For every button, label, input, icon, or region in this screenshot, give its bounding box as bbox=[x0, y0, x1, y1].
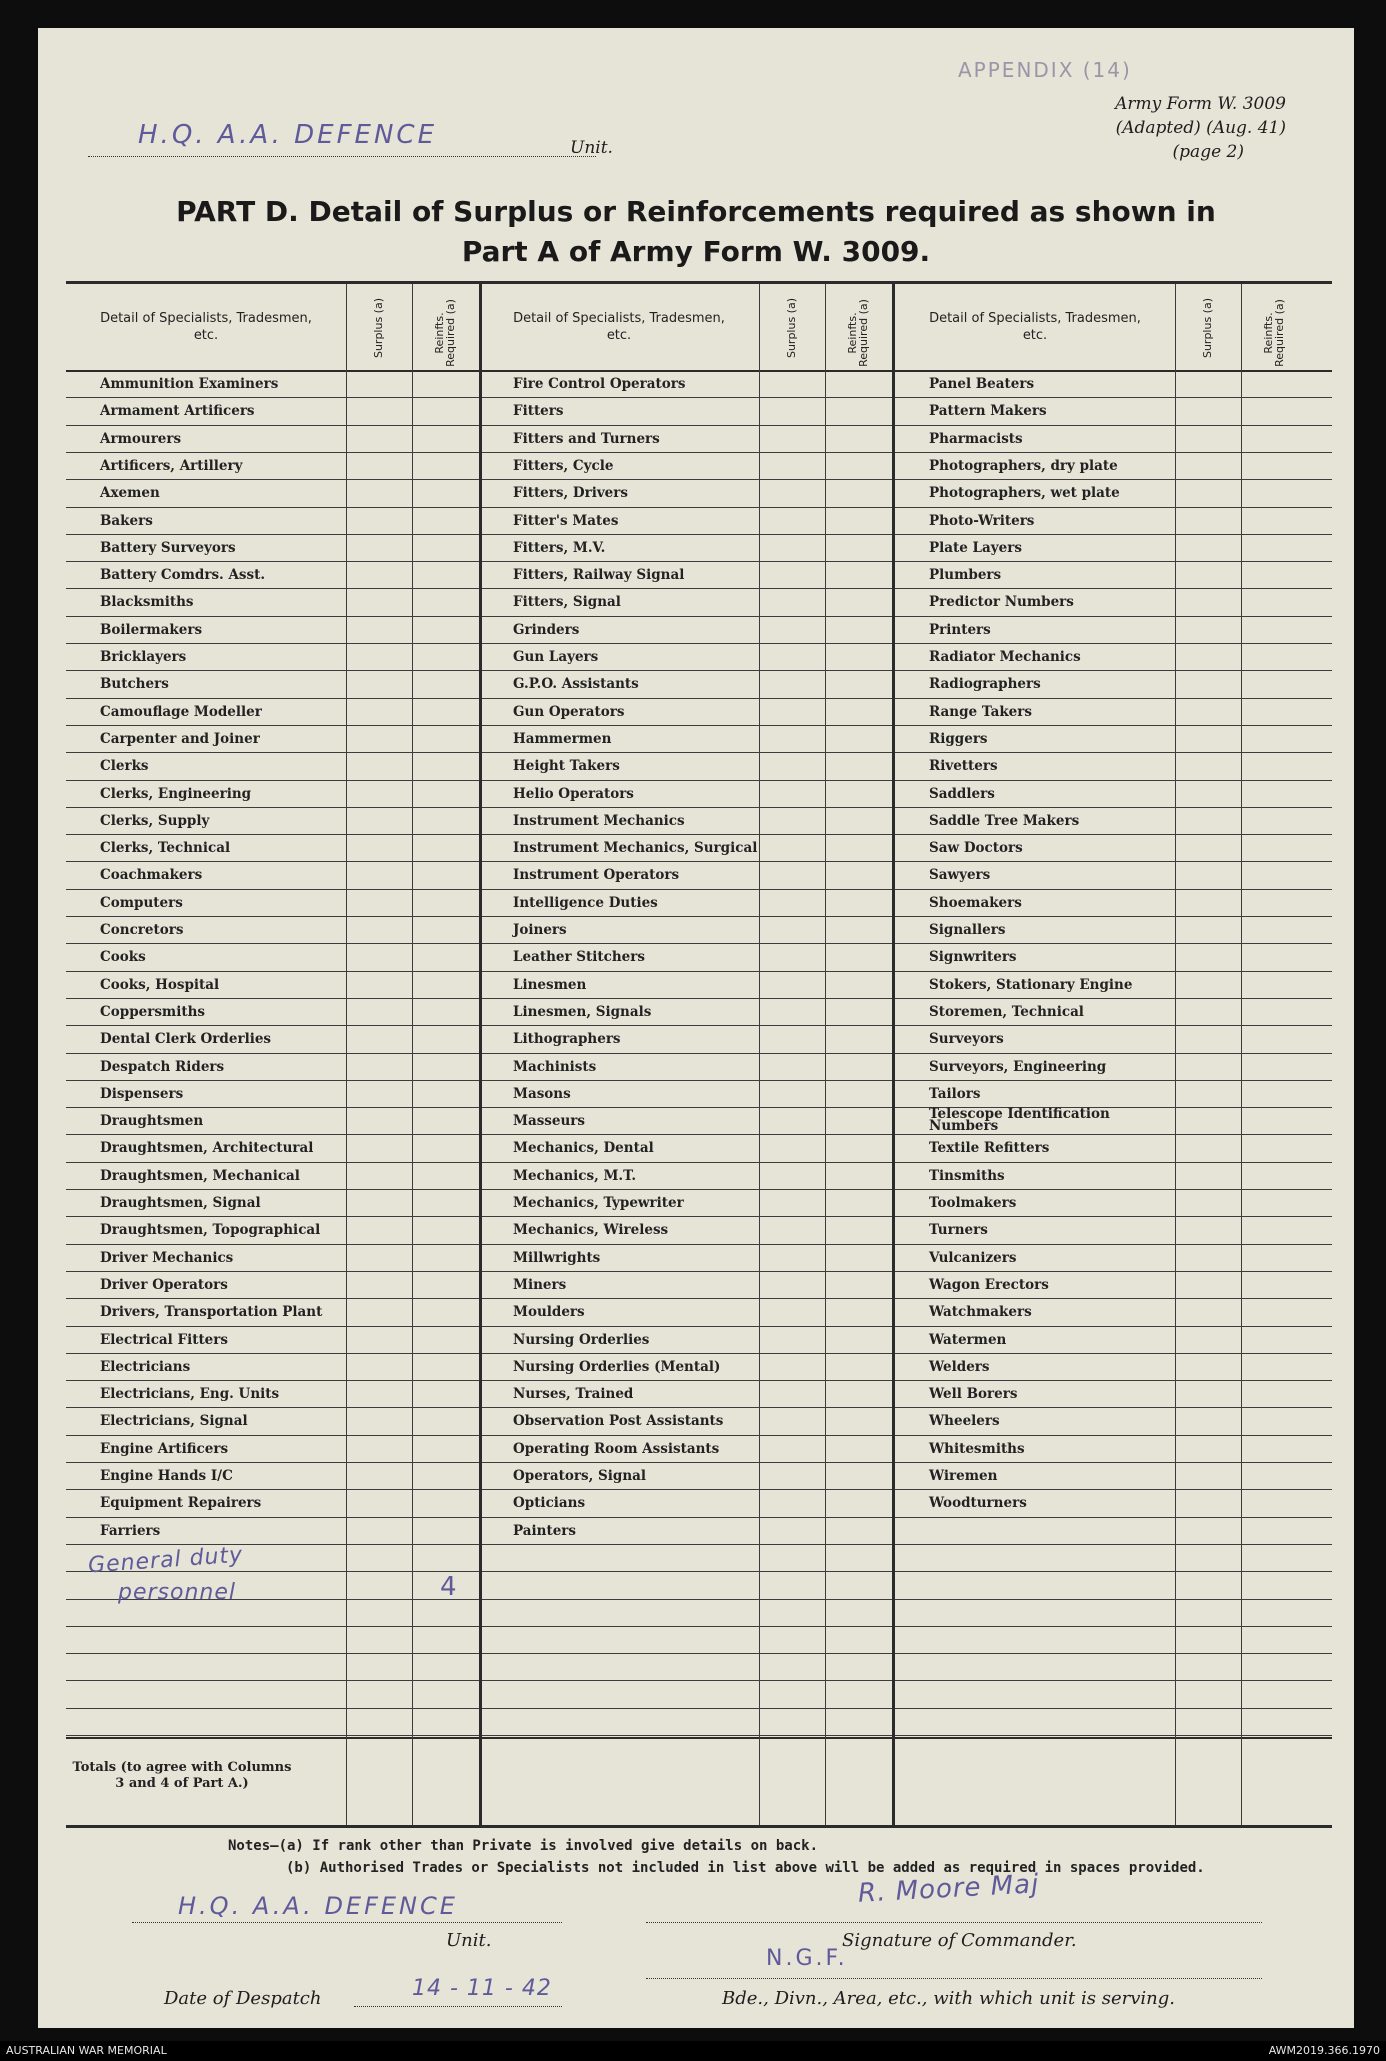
trade-name: Radiator Mechanics bbox=[929, 649, 1081, 665]
trade-name: Linesmen, Signals bbox=[513, 1003, 652, 1020]
trade-name: Toolmakers bbox=[929, 1195, 1017, 1211]
trade-name: Electrical Fitters bbox=[100, 1331, 228, 1348]
reinfts-header: Reinfts. Required (a) bbox=[846, 299, 870, 367]
trade-name: Wiremen bbox=[929, 1468, 998, 1484]
unit-label-top: Unit. bbox=[570, 138, 613, 158]
row-rule bbox=[66, 397, 1332, 398]
trade-name: Fitters, Drivers bbox=[513, 485, 628, 502]
trade-name: Blacksmiths bbox=[100, 594, 194, 611]
unit-handwritten-top: H.Q. A.A. DEFENCE bbox=[138, 120, 438, 150]
trade-name: Woodturners bbox=[929, 1495, 1027, 1512]
handwritten-reinfts-value: 4 bbox=[440, 1572, 460, 1602]
trade-name: Coachmakers bbox=[100, 867, 203, 884]
trade-name: Textile Refitters bbox=[929, 1140, 1050, 1157]
row-rule bbox=[66, 1353, 1332, 1354]
row-rule bbox=[66, 479, 1332, 480]
row-rule bbox=[66, 807, 1332, 808]
trade-name: Millwrights bbox=[513, 1249, 601, 1266]
trade-name: Gun Operators bbox=[513, 703, 625, 720]
trade-name: Draughtsmen, Signal bbox=[100, 1195, 261, 1211]
trade-name: Lithographers bbox=[513, 1031, 621, 1048]
bde-label: Bde., Divn., Area, etc., with which unit is serving. bbox=[722, 1988, 1175, 2009]
column-rule bbox=[1241, 284, 1242, 1825]
trade-name: Bakers bbox=[100, 512, 153, 529]
trade-name: Fitters bbox=[513, 403, 564, 420]
trade-name: Instrument Mechanics bbox=[513, 812, 685, 829]
surplus-header: Surplus (a) bbox=[1201, 297, 1214, 359]
trade-name: Operating Room Assistants bbox=[513, 1440, 720, 1457]
bde-dotted-line bbox=[646, 1978, 1262, 1979]
trade-name: Nurses, Trained bbox=[513, 1386, 634, 1403]
trade-name: Fitter's Mates bbox=[513, 512, 619, 529]
row-rule bbox=[66, 1380, 1332, 1381]
trade-name: Mechanics, Dental bbox=[513, 1140, 654, 1157]
bde-handwritten: N.G.F. bbox=[766, 1946, 848, 1971]
trade-name: Height Takers bbox=[513, 758, 620, 775]
trade-name: Engine Hands I/C bbox=[100, 1468, 233, 1484]
trades-table bbox=[66, 281, 1332, 1828]
trade-name: Pharmacists bbox=[929, 430, 1023, 447]
trade-name: Clerks, Engineering bbox=[100, 785, 252, 802]
row-rule bbox=[66, 1544, 1332, 1545]
trade-name: Surveyors bbox=[929, 1031, 1004, 1048]
form-adapted: (Adapted) (Aug. 41) bbox=[1115, 118, 1286, 138]
trade-name: Coppersmiths bbox=[100, 1003, 205, 1020]
trade-name: Ammunition Examiners bbox=[100, 376, 279, 392]
unit-dotted-line-bottom bbox=[132, 1922, 562, 1923]
trade-name: Armament Artificers bbox=[100, 403, 255, 420]
row-rule bbox=[66, 1271, 1332, 1272]
trade-name: Fitters, Signal bbox=[513, 594, 621, 611]
form-page-number: (page 2) bbox=[1172, 142, 1244, 162]
row-rule bbox=[66, 1735, 1332, 1736]
row-rule bbox=[66, 1025, 1332, 1026]
trade-name: Printers bbox=[929, 621, 991, 638]
row-rule bbox=[66, 1326, 1332, 1327]
form-number: Army Form W. 3009 bbox=[1115, 94, 1286, 114]
row-rule bbox=[66, 943, 1332, 944]
surplus-header: Surplus (a) bbox=[785, 297, 798, 359]
column-rule bbox=[1175, 284, 1176, 1825]
trade-name: Welders bbox=[929, 1358, 990, 1375]
trade-name: Dispensers bbox=[100, 1085, 184, 1102]
trade-name: Well Borers bbox=[929, 1386, 1018, 1403]
trade-name: Drivers, Transportation Plant bbox=[100, 1304, 323, 1321]
row-rule bbox=[66, 1189, 1332, 1190]
detail-header: Detail of Specialists, Tradesmen, etc. bbox=[513, 311, 725, 343]
trade-name: Butchers bbox=[100, 676, 169, 693]
row-rule bbox=[66, 889, 1332, 890]
trade-name: Tailors bbox=[929, 1085, 981, 1102]
row-rule bbox=[66, 834, 1332, 835]
trade-name: Joiners bbox=[513, 922, 567, 938]
trade-name: Storemen, Technical bbox=[929, 1003, 1084, 1020]
title-line-1: PART D. Detail of Surplus or Reinforcements required as shown in bbox=[176, 195, 1216, 228]
trade-name: Intelligence Duties bbox=[513, 894, 658, 911]
trade-name: Fire Control Operators bbox=[513, 376, 686, 392]
trade-name: Photographers, dry plate bbox=[929, 457, 1118, 474]
trade-name: Painters bbox=[513, 1522, 577, 1539]
trade-name: Signallers bbox=[929, 922, 1006, 938]
trade-name: Leather Stitchers bbox=[513, 949, 645, 966]
note-a: Notes—(a) If rank other than Private is involved give details on back. bbox=[228, 1838, 819, 1854]
row-rule bbox=[66, 1407, 1332, 1408]
trade-name: Instrument Mechanics, Surgical bbox=[513, 840, 758, 857]
credit-left: AUSTRALIAN WAR MEMORIAL bbox=[6, 2044, 167, 2057]
note-b: (b) Authorised Trades or Specialists not included in list above will be added as required in spaces provided. bbox=[286, 1860, 1205, 1876]
row-rule bbox=[66, 1680, 1332, 1681]
trade-name: Engine Artificers bbox=[100, 1440, 229, 1457]
row-rule bbox=[66, 780, 1332, 781]
surplus-header: Surplus (a) bbox=[372, 297, 385, 359]
trade-name: Cooks bbox=[100, 949, 146, 966]
trade-name: Draughtsmen, Architectural bbox=[100, 1140, 314, 1157]
trade-name: Shoemakers bbox=[929, 894, 1022, 911]
trade-name: Equipment Repairers bbox=[100, 1495, 262, 1512]
detail-header: Detail of Specialists, Tradesmen, etc. bbox=[100, 311, 312, 343]
trade-name: Clerks, Technical bbox=[100, 840, 231, 857]
trade-name: Draughtsmen, Mechanical bbox=[100, 1167, 300, 1184]
reinfts-header: Reinfts. Required (a) bbox=[433, 299, 457, 367]
trade-name: Vulcanizers bbox=[929, 1249, 1017, 1266]
row-rule bbox=[66, 1134, 1332, 1135]
trade-name: Grinders bbox=[513, 621, 580, 638]
handwritten-trade-line1: General duty bbox=[87, 1542, 244, 1579]
trade-name: Signwriters bbox=[929, 949, 1017, 966]
unit-label-bottom: Unit. bbox=[446, 1930, 492, 1951]
handwritten-trade-line2: personnel bbox=[118, 1580, 237, 1605]
trade-name: Riggers bbox=[929, 730, 988, 747]
row-rule bbox=[66, 534, 1332, 535]
trade-name: Wheelers bbox=[929, 1413, 1000, 1430]
signature-label: Signature of Commander. bbox=[842, 1930, 1077, 1951]
unit-dotted-line-top bbox=[88, 156, 596, 157]
trade-name: Fitters, M.V. bbox=[513, 539, 606, 556]
trade-name: Hammermen bbox=[513, 730, 612, 747]
row-rule bbox=[66, 507, 1332, 508]
trade-name: Saw Doctors bbox=[929, 840, 1023, 857]
trade-name: Panel Beaters bbox=[929, 376, 1035, 392]
trade-name: Boilermakers bbox=[100, 621, 203, 638]
trade-name: Bricklayers bbox=[100, 649, 187, 665]
row-rule bbox=[66, 588, 1332, 589]
credit-bar bbox=[0, 2041, 1386, 2061]
trade-name: Electricians, Signal bbox=[100, 1413, 248, 1430]
row-rule bbox=[66, 1244, 1332, 1245]
trade-name: Draughtsmen, Topographical bbox=[100, 1222, 321, 1239]
trade-name: Dental Clerk Orderlies bbox=[100, 1031, 272, 1048]
trade-name: G.P.O. Assistants bbox=[513, 676, 639, 693]
trade-name: Battery Comdrs. Asst. bbox=[100, 567, 266, 584]
column-rule bbox=[825, 284, 826, 1825]
row-rule bbox=[66, 1053, 1332, 1054]
trade-name: Masseurs bbox=[513, 1113, 586, 1130]
trade-name: Radiographers bbox=[929, 676, 1041, 693]
trade-name: Draughtsmen bbox=[100, 1113, 204, 1130]
trade-name: Operators, Signal bbox=[513, 1468, 647, 1484]
trade-name: Cooks, Hospital bbox=[100, 976, 220, 993]
trade-name: Saddlers bbox=[929, 785, 995, 802]
row-rule bbox=[66, 670, 1332, 671]
unit-handwritten-bottom: H.Q. A.A. DEFENCE bbox=[178, 1892, 458, 1920]
row-rule bbox=[66, 1298, 1332, 1299]
trade-name: Watchmakers bbox=[929, 1304, 1032, 1321]
trade-name: Concretors bbox=[100, 922, 184, 938]
column-rule bbox=[759, 284, 760, 1825]
trade-name: Wagon Erectors bbox=[929, 1276, 1049, 1293]
trade-name: Pattern Makers bbox=[929, 403, 1047, 420]
trade-name: Plumbers bbox=[929, 567, 1002, 584]
credit-right: AWM2019.366.1970 bbox=[1268, 2044, 1380, 2057]
row-rule bbox=[66, 1653, 1332, 1654]
row-rule bbox=[66, 752, 1332, 753]
trade-name: Despatch Riders bbox=[100, 1058, 225, 1075]
trade-name: Telescope Identification Numbers bbox=[929, 1106, 1110, 1135]
trade-name: Opticians bbox=[513, 1495, 586, 1512]
date-handwritten: 14 - 11 - 42 bbox=[412, 1976, 552, 2001]
totals-label: Totals (to agree with Columns 3 and 4 of Part A.) bbox=[72, 1760, 292, 1791]
trade-name: Nursing Orderlies (Mental) bbox=[513, 1358, 721, 1375]
trade-name: Machinists bbox=[513, 1058, 597, 1075]
trade-name: Clerks bbox=[100, 758, 149, 775]
column-rule bbox=[479, 284, 482, 1825]
trade-name: Whitesmiths bbox=[929, 1440, 1025, 1457]
trade-name: Artificers, Artillery bbox=[100, 457, 243, 474]
totals-rule bbox=[66, 1737, 1332, 1739]
trade-name: Fitters, Cycle bbox=[513, 457, 614, 474]
row-rule bbox=[66, 916, 1332, 917]
column-rule bbox=[412, 284, 413, 1825]
trade-name: Mechanics, Wireless bbox=[513, 1222, 669, 1239]
trade-name: Stokers, Stationary Engine bbox=[929, 976, 1133, 993]
trade-name: Farriers bbox=[100, 1522, 161, 1539]
title-line-2: Part A of Army Form W. 3009. bbox=[461, 235, 931, 268]
row-rule bbox=[66, 1571, 1332, 1572]
date-of-despatch-label: Date of Despatch bbox=[164, 1988, 322, 2009]
trade-name: Sawyers bbox=[929, 867, 991, 884]
trade-name: Fitters and Turners bbox=[513, 430, 660, 447]
column-rule bbox=[346, 284, 347, 1825]
row-rule bbox=[66, 1708, 1332, 1709]
trade-name: Rivetters bbox=[929, 758, 998, 775]
trade-name: Predictor Numbers bbox=[929, 594, 1074, 611]
trade-name: Mechanics, Typewriter bbox=[513, 1195, 684, 1211]
column-rule bbox=[892, 284, 895, 1825]
trade-name: Linesmen bbox=[513, 976, 587, 993]
trade-name: Computers bbox=[100, 894, 183, 911]
row-rule bbox=[66, 1462, 1332, 1463]
trade-name: Driver Operators bbox=[100, 1276, 228, 1293]
trade-name: Miners bbox=[513, 1276, 567, 1293]
trade-name: Range Takers bbox=[929, 703, 1032, 720]
trade-name: Mechanics, M.T. bbox=[513, 1167, 637, 1184]
trade-name: Photo-Writers bbox=[929, 512, 1035, 529]
date-dotted-line bbox=[354, 2006, 562, 2007]
row-rule bbox=[66, 561, 1332, 562]
row-rule bbox=[66, 698, 1332, 699]
appendix-annotation: APPENDIX (14) bbox=[958, 58, 1132, 82]
row-rule bbox=[66, 1435, 1332, 1436]
trade-name: Masons bbox=[513, 1085, 571, 1102]
trade-name: Clerks, Supply bbox=[100, 812, 210, 829]
row-rule bbox=[66, 1162, 1332, 1163]
row-rule bbox=[66, 1599, 1332, 1600]
trade-name: Moulders bbox=[513, 1304, 585, 1321]
trade-name: Helio Operators bbox=[513, 785, 634, 802]
trade-name: Camouflage Modeller bbox=[100, 703, 262, 720]
trade-name: Driver Mechanics bbox=[100, 1249, 234, 1266]
row-rule bbox=[66, 1626, 1332, 1627]
row-rule bbox=[66, 725, 1332, 726]
trade-name: Electricians, Eng. Units bbox=[100, 1386, 280, 1403]
row-rule bbox=[66, 1080, 1332, 1081]
reinfts-header: Reinfts. Required (a) bbox=[1262, 299, 1286, 367]
signature-dotted-line bbox=[646, 1922, 1262, 1923]
row-rule bbox=[66, 616, 1332, 617]
trade-name: Tinsmiths bbox=[929, 1167, 1005, 1184]
detail-header: Detail of Specialists, Tradesmen, etc. bbox=[929, 311, 1141, 343]
trade-name: Fitters, Railway Signal bbox=[513, 567, 685, 584]
commander-signature: R. Moore Maj bbox=[857, 1869, 1041, 1909]
trade-name: Axemen bbox=[100, 485, 160, 502]
row-rule bbox=[66, 1517, 1332, 1518]
row-rule bbox=[66, 643, 1332, 644]
row-rule bbox=[66, 998, 1332, 999]
trade-name: Nursing Orderlies bbox=[513, 1331, 650, 1348]
trade-name: Carpenter and Joiner bbox=[100, 730, 260, 747]
row-rule bbox=[66, 452, 1332, 453]
row-rule bbox=[66, 861, 1332, 862]
row-rule bbox=[66, 1489, 1332, 1490]
trade-name: Watermen bbox=[929, 1331, 1007, 1348]
trade-name: Saddle Tree Makers bbox=[929, 812, 1080, 829]
trade-name: Turners bbox=[929, 1222, 988, 1239]
row-rule bbox=[66, 1216, 1332, 1217]
trade-name: Gun Layers bbox=[513, 649, 599, 665]
trade-name: Battery Surveyors bbox=[100, 539, 236, 556]
trade-name: Electricians bbox=[100, 1358, 191, 1375]
form-page bbox=[38, 28, 1354, 2028]
trade-name: Surveyors, Engineering bbox=[929, 1058, 1107, 1075]
form-title bbox=[38, 192, 1354, 272]
trade-name: Plate Layers bbox=[929, 539, 1022, 556]
trade-name: Armourers bbox=[100, 430, 182, 447]
row-rule bbox=[66, 425, 1332, 426]
trade-name: Instrument Operators bbox=[513, 867, 680, 884]
row-rule bbox=[66, 971, 1332, 972]
trade-name: Observation Post Assistants bbox=[513, 1413, 724, 1430]
header-rule bbox=[66, 370, 1332, 372]
trade-name: Photographers, wet plate bbox=[929, 485, 1120, 502]
